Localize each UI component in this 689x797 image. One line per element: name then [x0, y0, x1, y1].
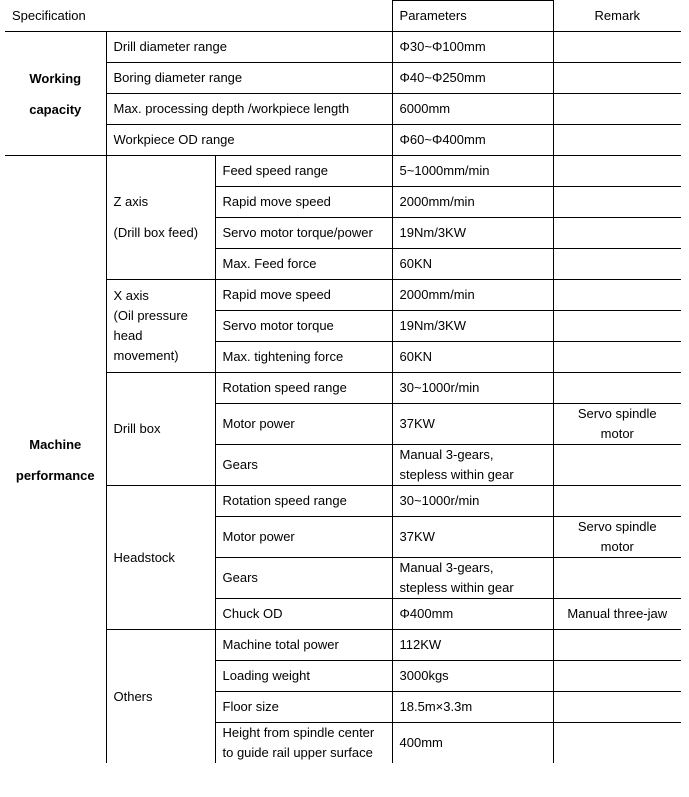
- remark-cell: [553, 517, 681, 558]
- subgroup-label-line: X axis: [113, 288, 149, 303]
- item-cell: Floor size: [215, 692, 392, 723]
- remark-cell: [553, 723, 681, 764]
- subgroup-drill-box: Drill box: [106, 373, 215, 486]
- table-row: [5, 125, 681, 156]
- remark-cell: [553, 404, 681, 445]
- value-line: Manual 3-gears,: [399, 447, 494, 462]
- table-row: [5, 32, 681, 63]
- value-cell: [392, 445, 553, 486]
- item-cell: Workpiece OD range: [106, 125, 392, 156]
- remark-cell: [553, 342, 681, 373]
- item-cell: Feed speed range: [215, 156, 392, 187]
- spec-table: [5, 0, 681, 763]
- remark-line: motor: [600, 539, 634, 554]
- header-row: [5, 1, 681, 32]
- value-cell: Φ60~Φ400mm: [392, 125, 553, 156]
- item-cell: Boring diameter range: [106, 63, 392, 94]
- item-line: Height from spindle center: [222, 725, 375, 740]
- value-cell: 2000mm/min: [392, 187, 553, 218]
- remark-cell: Manual three-jaw: [553, 599, 681, 630]
- subgroup-headstock: Headstock: [106, 486, 215, 630]
- item-line: to guide rail upper surface: [222, 745, 373, 760]
- remark-cell: [553, 661, 681, 692]
- subgroup-z-axis: [106, 156, 215, 280]
- remark-cell: [553, 156, 681, 187]
- value-cell: 60KN: [392, 342, 553, 373]
- item-cell: Rotation speed range: [215, 486, 392, 517]
- group-label-line: Working: [29, 70, 82, 86]
- value-line: stepless within gear: [399, 580, 514, 595]
- remark-cell: [553, 32, 681, 63]
- group-working-capacity: [5, 32, 106, 156]
- value-line: Manual 3-gears,: [399, 560, 494, 575]
- item-cell: Servo motor torque: [215, 311, 392, 342]
- subgroup-label-line: head: [113, 328, 143, 343]
- table-row: [5, 156, 681, 187]
- item-cell: Max. processing depth /workpiece length: [106, 94, 392, 125]
- value-cell: 3000kgs: [392, 661, 553, 692]
- item-cell: Motor power: [215, 404, 392, 445]
- item-cell: Motor power: [215, 517, 392, 558]
- remark-cell: [553, 280, 681, 311]
- subgroup-others: Others: [106, 630, 215, 764]
- subgroup-label-line: (Drill box feed): [113, 225, 199, 240]
- remark-cell: [553, 692, 681, 723]
- value-cell: 19Nm/3KW: [392, 311, 553, 342]
- group-label-line: performance: [15, 467, 95, 483]
- remark-cell: [553, 218, 681, 249]
- item-cell: Drill diameter range: [106, 32, 392, 63]
- remark-cell: [553, 558, 681, 599]
- remark-cell: [553, 311, 681, 342]
- remark-cell: [553, 249, 681, 280]
- value-cell: [392, 558, 553, 599]
- item-cell: Gears: [215, 558, 392, 599]
- remark-cell: [553, 445, 681, 486]
- remark-line: Servo spindle: [577, 406, 657, 421]
- item-cell: Rotation speed range: [215, 373, 392, 404]
- remark-cell: [553, 373, 681, 404]
- value-cell: 6000mm: [392, 94, 553, 125]
- remark-line: motor: [600, 426, 634, 441]
- table-row: [5, 94, 681, 125]
- header-parameters: Parameters: [392, 1, 553, 32]
- value-cell: 30~1000r/min: [392, 486, 553, 517]
- value-cell: Φ400mm: [392, 599, 553, 630]
- value-line: stepless within gear: [399, 467, 514, 482]
- table-row: [5, 280, 681, 311]
- item-cell: Servo motor torque/power: [215, 218, 392, 249]
- item-cell: Loading weight: [215, 661, 392, 692]
- value-cell: 112KW: [392, 630, 553, 661]
- value-cell: 18.5m×3.3m: [392, 692, 553, 723]
- table-row: [5, 63, 681, 94]
- table-row: [5, 630, 681, 661]
- value-cell: 30~1000r/min: [392, 373, 553, 404]
- group-machine-performance: [5, 156, 106, 764]
- value-cell: Φ40~Φ250mm: [392, 63, 553, 94]
- remark-cell: [553, 486, 681, 517]
- item-cell: Max. tightening force: [215, 342, 392, 373]
- value-cell: 37KW: [392, 404, 553, 445]
- item-cell: [215, 723, 392, 764]
- table-row: [5, 373, 681, 404]
- value-cell: 19Nm/3KW: [392, 218, 553, 249]
- subgroup-x-axis: [106, 280, 215, 373]
- header-remark: Remark: [553, 1, 681, 32]
- value-cell: 5~1000mm/min: [392, 156, 553, 187]
- subgroup-label-line: movement): [113, 348, 179, 363]
- remark-cell: [553, 630, 681, 661]
- value-cell: 37KW: [392, 517, 553, 558]
- remark-cell: [553, 187, 681, 218]
- subgroup-label-line: (Oil pressure: [113, 308, 188, 323]
- value-cell: 2000mm/min: [392, 280, 553, 311]
- group-label-line: capacity: [29, 101, 82, 117]
- value-cell: 60KN: [392, 249, 553, 280]
- remark-cell: [553, 125, 681, 156]
- table-row: [5, 486, 681, 517]
- item-cell: Chuck OD: [215, 599, 392, 630]
- remark-line: Servo spindle: [577, 519, 657, 534]
- group-label-line: Machine: [29, 436, 82, 452]
- item-cell: Rapid move speed: [215, 280, 392, 311]
- item-cell: Gears: [215, 445, 392, 486]
- remark-cell: [553, 94, 681, 125]
- item-cell: Max. Feed force: [215, 249, 392, 280]
- remark-cell: [553, 63, 681, 94]
- value-cell: Φ30~Φ100mm: [392, 32, 553, 63]
- subgroup-label-line: Z axis: [113, 194, 149, 209]
- item-cell: Rapid move speed: [215, 187, 392, 218]
- header-specification: Specification: [5, 1, 392, 32]
- value-cell: 400mm: [392, 723, 553, 764]
- item-cell: Machine total power: [215, 630, 392, 661]
